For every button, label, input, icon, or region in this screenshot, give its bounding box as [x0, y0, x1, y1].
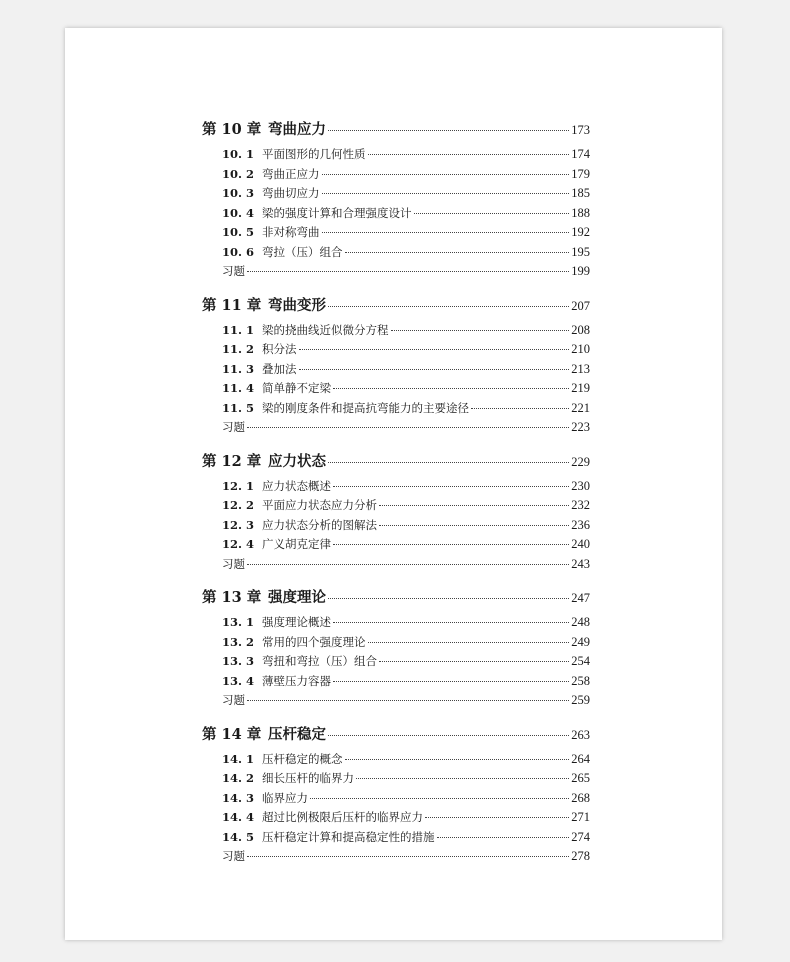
dot-leader	[299, 369, 570, 370]
section-title: 压杆稳定计算和提高稳定性的措施	[262, 829, 435, 844]
section-number: 13. 1	[222, 615, 255, 629]
exercises-title: 习题	[222, 264, 245, 278]
section-number: 13. 3	[222, 654, 255, 668]
chapter-title: 压杆稳定	[268, 725, 326, 743]
chapter-number: 第 10 章	[202, 121, 262, 138]
dot-leader	[322, 193, 570, 194]
toc-entry[interactable]	[202, 166, 590, 186]
toc-entry[interactable]	[202, 770, 590, 790]
dot-leader	[345, 252, 570, 253]
exercises-title: 习题	[222, 849, 245, 863]
page-number: 192	[571, 225, 590, 239]
section-number: 10. 3	[222, 186, 255, 200]
page-number: 254	[571, 654, 590, 668]
section-title: 弯扭和弯拉（压）组合	[262, 654, 377, 668]
chapter-heading[interactable]	[202, 723, 590, 751]
exercises-entry[interactable]	[202, 692, 590, 712]
dot-leader	[333, 486, 569, 487]
page-number: 188	[571, 205, 590, 220]
section-number: 14. 2	[222, 771, 255, 785]
page-number: 174	[571, 147, 590, 161]
chapter-heading[interactable]	[202, 294, 590, 322]
dot-leader	[391, 330, 570, 331]
section-title: 应力状态概述	[262, 478, 331, 493]
page-number: 243	[571, 556, 590, 571]
page-number: 219	[571, 381, 590, 395]
page-number: 259	[571, 693, 590, 707]
page-number: 179	[571, 166, 590, 181]
page-number: 249	[571, 634, 590, 649]
chapter-number: 第 14 章	[202, 725, 262, 743]
toc-entry[interactable]	[202, 322, 590, 342]
toc-entry[interactable]	[202, 751, 590, 771]
section-title: 简单静不定梁	[262, 381, 331, 395]
dot-leader	[368, 642, 570, 643]
dot-leader	[247, 564, 569, 565]
exercises-entry[interactable]	[202, 848, 590, 868]
page-number: 173	[571, 123, 590, 137]
dot-leader	[333, 544, 569, 545]
section-title: 弯曲正应力	[262, 166, 320, 181]
dot-leader	[333, 622, 569, 623]
dot-leader	[345, 759, 570, 760]
chapter-block	[202, 723, 590, 868]
section-title: 弯拉（压）组合	[262, 244, 343, 259]
dot-leader	[322, 232, 570, 233]
page-number: 229	[571, 454, 590, 469]
toc-entry[interactable]	[202, 185, 590, 205]
dot-leader	[333, 388, 569, 389]
dot-leader	[310, 798, 569, 799]
section-title: 弯曲切应力	[262, 186, 320, 200]
document-page	[65, 28, 722, 940]
exercises-entry[interactable]	[202, 419, 590, 439]
dot-leader	[425, 817, 569, 818]
page-number: 185	[571, 186, 590, 200]
table-of-contents	[202, 118, 590, 879]
toc-entry[interactable]	[202, 634, 590, 654]
section-number: 10. 2	[222, 166, 255, 181]
dot-leader	[247, 271, 569, 272]
toc-entry[interactable]	[202, 244, 590, 264]
dot-leader	[247, 427, 569, 428]
section-number: 11. 3	[222, 361, 255, 376]
section-number: 14. 3	[222, 790, 255, 805]
chapter-block	[202, 586, 590, 712]
page-number: 213	[571, 361, 590, 376]
dot-leader	[247, 700, 569, 701]
chapter-heading[interactable]	[202, 118, 590, 146]
section-number: 14. 4	[222, 810, 255, 824]
toc-entry[interactable]	[202, 536, 590, 556]
section-title: 积分法	[262, 342, 297, 356]
section-title: 临界应力	[262, 790, 308, 805]
page-number: 265	[571, 771, 590, 785]
dot-leader	[299, 349, 570, 350]
section-title: 广义胡克定律	[262, 537, 331, 551]
toc-entry[interactable]	[202, 380, 590, 400]
page-number: 268	[571, 790, 590, 805]
dot-leader	[368, 154, 570, 155]
chapter-block	[202, 294, 590, 439]
exercises-title: 习题	[222, 556, 245, 571]
toc-entry[interactable]	[202, 224, 590, 244]
section-number: 14. 1	[222, 751, 255, 766]
dot-leader	[356, 778, 569, 779]
section-title: 压杆稳定的概念	[262, 751, 343, 766]
page-number: 248	[571, 615, 590, 629]
page-number: 210	[571, 342, 590, 356]
dot-leader	[328, 462, 569, 463]
section-number: 13. 4	[222, 673, 255, 688]
dot-leader	[247, 856, 569, 857]
section-title: 梁的刚度条件和提高抗弯能力的主要途径	[262, 400, 469, 415]
dot-leader	[328, 130, 569, 131]
chapter-title: 弯曲应力	[268, 121, 326, 138]
page-number: 258	[571, 673, 590, 688]
section-title: 常用的四个强度理论	[262, 634, 366, 649]
page-number: 207	[571, 298, 590, 313]
toc-entry[interactable]	[202, 146, 590, 166]
page-number: 223	[571, 420, 590, 434]
exercises-title: 习题	[222, 420, 245, 434]
page-number: 232	[571, 498, 590, 512]
exercises-entry[interactable]	[202, 556, 590, 576]
section-title: 非对称弯曲	[262, 225, 320, 239]
section-title: 超过比例极限后压杆的临界应力	[262, 810, 423, 824]
dot-leader	[328, 598, 569, 599]
section-number: 10. 4	[222, 205, 255, 220]
dot-leader	[379, 661, 569, 662]
dot-leader	[471, 408, 569, 409]
dot-leader	[333, 681, 569, 682]
dot-leader	[328, 306, 569, 307]
toc-entry[interactable]	[202, 809, 590, 829]
chapter-heading[interactable]	[202, 450, 590, 478]
page-number: 199	[571, 264, 590, 278]
page-number: 263	[571, 727, 590, 742]
page-number: 247	[571, 591, 590, 605]
toc-entry[interactable]	[202, 205, 590, 225]
section-number: 12. 3	[222, 517, 255, 532]
dot-leader	[328, 735, 569, 736]
section-number: 12. 2	[222, 498, 255, 512]
toc-entry[interactable]	[202, 614, 590, 634]
section-title: 强度理论概述	[262, 615, 331, 629]
page-number: 278	[571, 849, 590, 863]
section-number: 12. 1	[222, 478, 255, 493]
page-number: 208	[571, 322, 590, 337]
toc-entry[interactable]	[202, 497, 590, 517]
toc-entry[interactable]	[202, 478, 590, 498]
page-number: 221	[571, 400, 590, 415]
section-title: 叠加法	[262, 361, 297, 376]
toc-entry[interactable]	[202, 673, 590, 693]
section-title: 梁的强度计算和合理强度设计	[262, 205, 412, 220]
page-number: 236	[571, 517, 590, 532]
toc-entry[interactable]	[202, 653, 590, 673]
section-number: 10. 1	[222, 147, 255, 161]
exercises-entry[interactable]	[202, 263, 590, 283]
page-number: 264	[571, 751, 590, 766]
section-title: 细长压杆的临界力	[262, 771, 354, 785]
chapter-block	[202, 450, 590, 576]
chapter-title: 强度理论	[268, 589, 326, 606]
chapter-number: 第 12 章	[202, 452, 262, 470]
toc-entry[interactable]	[202, 790, 590, 810]
dot-leader	[414, 213, 570, 214]
chapter-title: 弯曲变形	[268, 296, 326, 314]
page-number: 274	[571, 829, 590, 844]
section-title: 梁的挠曲线近似微分方程	[262, 322, 389, 337]
section-title: 应力状态分析的图解法	[262, 517, 377, 532]
chapter-heading[interactable]	[202, 586, 590, 614]
section-number: 11. 1	[222, 322, 255, 337]
toc-entry[interactable]	[202, 829, 590, 849]
section-title: 薄壁压力容器	[262, 673, 331, 688]
chapter-number: 第 11 章	[202, 296, 262, 314]
chapter-block	[202, 118, 590, 283]
section-number: 11. 5	[222, 400, 255, 415]
page-number: 195	[571, 244, 590, 259]
page-number: 271	[571, 810, 590, 824]
section-title: 平面图形的几何性质	[262, 147, 366, 161]
section-number: 10. 6	[222, 244, 255, 259]
section-number: 12. 4	[222, 537, 255, 551]
section-number: 13. 2	[222, 634, 255, 649]
section-number: 10. 5	[222, 225, 255, 239]
dot-leader	[322, 174, 570, 175]
toc-entry[interactable]	[202, 517, 590, 537]
chapter-title: 应力状态	[268, 452, 326, 470]
page-number: 240	[571, 537, 590, 551]
dot-leader	[437, 837, 570, 838]
exercises-title: 习题	[222, 693, 245, 707]
section-number: 11. 2	[222, 342, 255, 356]
dot-leader	[379, 505, 569, 506]
dot-leader	[379, 525, 569, 526]
toc-entry[interactable]	[202, 400, 590, 420]
section-number: 11. 4	[222, 381, 255, 395]
toc-entry[interactable]	[202, 361, 590, 381]
chapter-number: 第 13 章	[202, 589, 262, 606]
section-title: 平面应力状态应力分析	[262, 498, 377, 512]
page-number: 230	[571, 478, 590, 493]
section-number: 14. 5	[222, 829, 255, 844]
toc-entry[interactable]	[202, 341, 590, 361]
